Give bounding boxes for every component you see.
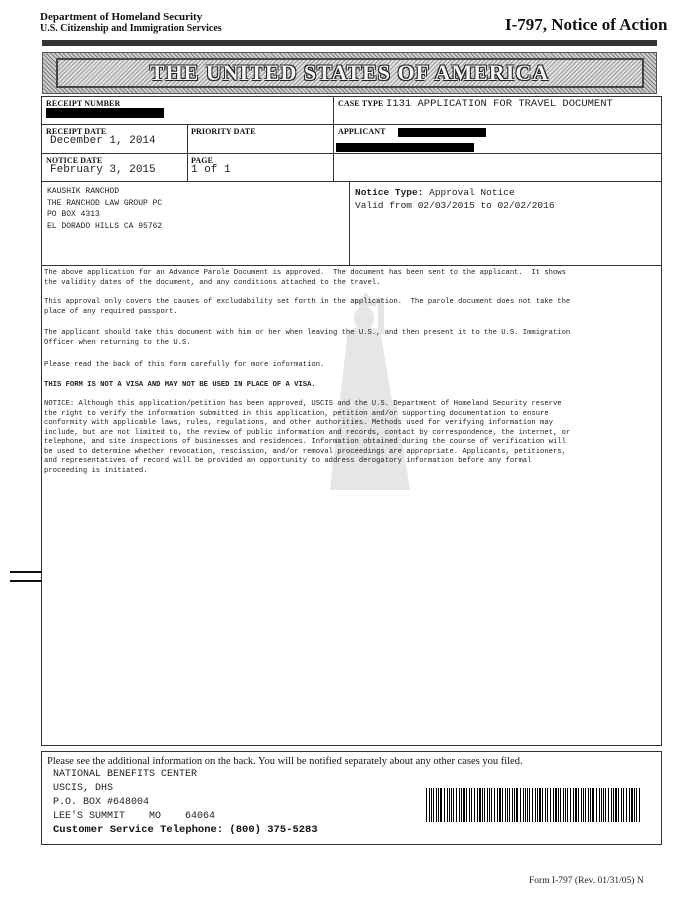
page-value: 1 of 1	[191, 164, 231, 176]
barcode-bar	[605, 788, 606, 822]
barcode-bar	[438, 788, 439, 822]
grid-line	[349, 181, 350, 266]
barcode-bar	[474, 788, 475, 822]
barcode-bar	[523, 788, 524, 822]
barcode-bar	[459, 788, 460, 822]
barcode-bar	[516, 788, 518, 822]
margin-mark	[10, 571, 42, 573]
barcode-bar	[529, 788, 530, 822]
body-paragraph-2: This approval only covers the causes of excludability set forth in the application. The parole document does not take the place of any required passport.	[44, 298, 571, 316]
barcode-bar	[482, 788, 483, 822]
barcode-bar	[629, 788, 630, 822]
redacted-receipt-number	[46, 108, 164, 118]
barcode-bar	[542, 788, 543, 822]
barcode-bar	[466, 788, 467, 822]
barcode-bar	[537, 788, 538, 822]
barcode-bar	[575, 788, 577, 822]
barcode-bar	[527, 788, 528, 822]
notice-type-value: Approval Notice	[429, 187, 515, 198]
barcode-bar	[535, 788, 536, 822]
barcode-bar	[608, 788, 609, 822]
barcode-bar	[618, 788, 619, 822]
barcode-bar	[550, 788, 551, 822]
body-paragraph-1: The above application for an Advance Parole Document is approved. The document has been sent to the applicant. It shows the validity dates of the document, and any conditions attached to the travel.	[44, 269, 566, 287]
barcode-bar	[507, 788, 508, 822]
grid-line	[41, 265, 661, 266]
barcode-bar	[581, 788, 582, 822]
barcode-bar	[469, 788, 470, 822]
barcode-bar	[555, 788, 557, 822]
barcode-bar	[491, 788, 492, 822]
barcode-bar	[456, 788, 457, 822]
barcode-bar	[615, 788, 617, 822]
usa-banner	[42, 52, 657, 94]
barcode-bar	[588, 788, 589, 822]
barcode-bar	[487, 788, 488, 822]
service-center-address	[53, 768, 215, 824]
barcode	[426, 788, 642, 822]
barcode-bar	[479, 788, 481, 822]
center-line: LEE'S SUMMIT MO 64064	[53, 811, 216, 822]
barcode-bar	[494, 788, 495, 822]
grid-line	[41, 181, 661, 182]
barcode-bar	[553, 788, 554, 822]
barcode-bar	[463, 788, 465, 822]
applicant-label: APPLICANT	[338, 127, 386, 136]
center-line: USCIS, DHS	[53, 783, 114, 794]
mailing-address	[47, 186, 162, 232]
barcode-bar	[539, 788, 541, 822]
barcode-bar	[484, 788, 485, 822]
barcode-bar	[512, 788, 513, 822]
barcode-bar	[440, 788, 442, 822]
receipt-number-label: RECEIPT NUMBER	[46, 99, 121, 108]
address-line: KAUSHIK RANCHOD	[47, 187, 120, 196]
center-line: NATIONAL BENEFITS CENTER	[53, 769, 198, 780]
barcode-bar	[590, 788, 591, 822]
case-type-value: I131 APPLICATION FOR TRAVEL DOCUMENT	[386, 98, 613, 110]
barcode-bar	[461, 788, 462, 822]
barcode-bar	[444, 788, 445, 822]
receipt-date-label: RECEIPT DATE	[46, 127, 107, 136]
barcode-bar	[626, 788, 627, 822]
barcode-bar	[436, 788, 437, 822]
grid-line	[41, 153, 661, 154]
barcode-bar	[578, 788, 579, 822]
center-line: P.O. BOX #648004	[53, 797, 150, 808]
barcode-bar	[636, 788, 637, 822]
barcode-bar	[601, 788, 602, 822]
notice-paragraph: NOTICE: Although this application/petition has been approved, USCIS and the U.S. Department of Homeland Security reserve the right to verify the information submitted in this application, petition and/or supporting documentation to ensure conformity with applicable laws, rules, regulations, and other authorities. Methods used for verifying information may include, but are not limited to, the review of public information and records, contact by correspondence, the internet, or telephone, and site inspections of businesses and residences. Information obtained during the course of verification will be used to determine whether revocation, rescission, and/or removal proceedings are appropriate. Applicants, petitioners, and representatives of record will be provided an opportunity to address derogatory information before any formal proceeding is initiated.	[44, 400, 571, 475]
barcode-bar	[567, 788, 568, 822]
barcode-bar	[433, 788, 434, 822]
notice-date-value: February 3, 2015	[50, 164, 156, 176]
notice-type-block	[355, 187, 555, 212]
barcode-bar	[426, 788, 427, 822]
barcode-bar	[509, 788, 510, 822]
agency-subname: U.S. Citizenship and Immigration Services	[40, 23, 222, 34]
barcode-bar	[613, 788, 614, 822]
barcode-bar	[447, 788, 448, 822]
barcode-bar	[573, 788, 574, 822]
case-type-label: CASE TYPE	[338, 99, 384, 108]
barcode-bar	[583, 788, 584, 822]
barcode-bar	[603, 788, 604, 822]
visa-disclaimer: THIS FORM IS NOT A VISA AND MAY NOT BE USED IN PLACE OF A VISA.	[44, 381, 316, 389]
barcode-bar	[545, 788, 546, 822]
barcode-bar	[453, 788, 454, 822]
barcode-bar	[502, 788, 503, 822]
notice-date-label: NOTICE DATE	[46, 156, 103, 165]
barcode-bar	[565, 788, 566, 822]
agency-name: Department of Homeland Security	[40, 11, 203, 23]
barcode-bar	[592, 788, 594, 822]
barcode-bar	[611, 788, 612, 822]
barcode-bar	[558, 788, 559, 822]
barcode-bar	[431, 788, 432, 822]
body-paragraph-4: Please read the back of this form carefully for more information.	[44, 361, 325, 369]
validity-line: Valid from 02/03/2015 to 02/02/2016	[355, 199, 555, 211]
barcode-bar	[623, 788, 624, 822]
address-line: PO BOX 4313	[47, 210, 100, 219]
grid-line	[333, 96, 334, 182]
barcode-bar	[525, 788, 526, 822]
footer-note: Please see the additional information on the back. You will be notified separately about any other cases you filed.	[47, 756, 523, 767]
banner-text: THE UNITED STATES OF AMERICA	[149, 60, 550, 85]
barcode-bar	[560, 788, 561, 822]
barcode-bar	[449, 788, 450, 822]
barcode-bar	[563, 788, 564, 822]
priority-date-label: PRIORITY DATE	[191, 127, 256, 136]
barcode-bar	[489, 788, 490, 822]
barcode-bar	[477, 788, 478, 822]
address-line: EL DORADO HILLS CA 95762	[47, 221, 163, 231]
barcode-bar	[599, 788, 600, 822]
header-rule	[42, 40, 657, 46]
redacted-applicant-name	[336, 143, 474, 152]
barcode-bar	[520, 788, 521, 822]
barcode-bar	[451, 788, 452, 822]
barcode-bar	[621, 788, 622, 822]
barcode-bar	[570, 788, 571, 822]
redacted-applicant-id	[398, 128, 486, 137]
customer-service-phone: Customer Service Telephone: (800) 375-5283	[53, 824, 318, 836]
receipt-date-value: December 1, 2014	[50, 135, 156, 147]
barcode-bar	[596, 788, 597, 822]
barcode-bar	[532, 788, 533, 822]
page-label: PAGE	[191, 156, 214, 165]
form-title: I-797, Notice of Action	[505, 15, 668, 34]
barcode-bar	[514, 788, 515, 822]
barcode-bar	[639, 788, 640, 822]
margin-mark	[10, 580, 42, 582]
barcode-bar	[585, 788, 586, 822]
grid-line	[187, 124, 188, 182]
barcode-bar	[499, 788, 501, 822]
barcode-bar	[429, 788, 430, 822]
barcode-bar	[505, 788, 506, 822]
form-revision: Form I-797 (Rev. 01/31/05) N	[529, 876, 644, 886]
barcode-bar	[631, 788, 633, 822]
barcode-bar	[497, 788, 498, 822]
address-line: THE RANCHOD LAW GROUP PC	[47, 198, 163, 208]
body-paragraph-3: The applicant should take this document with him or her when leaving the U.S., and then present it to the U.S. Immigration Officer when returning to the U.S.	[44, 329, 571, 347]
barcode-bar	[547, 788, 548, 822]
barcode-bar	[634, 788, 635, 822]
barcode-bar	[471, 788, 472, 822]
notice-type-label: Notice Type:	[355, 187, 424, 198]
grid-line	[41, 124, 661, 125]
